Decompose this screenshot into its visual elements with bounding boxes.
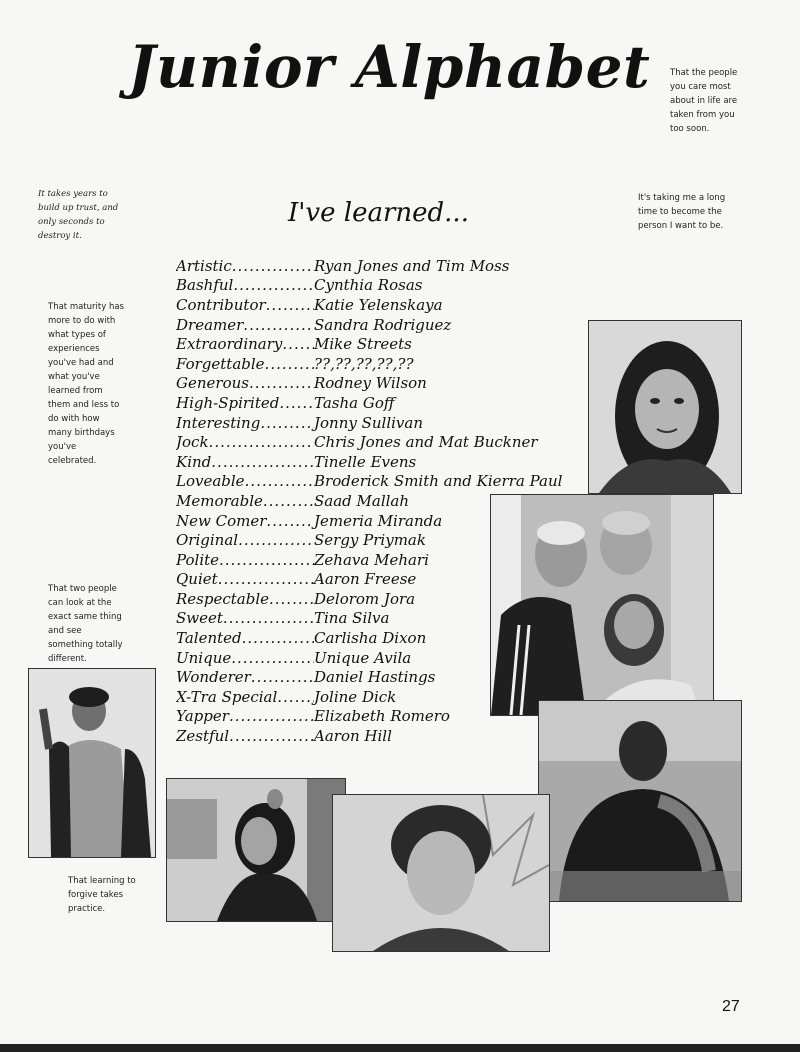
superlative-name: Daniel Hastings	[314, 668, 436, 687]
leader-dots	[219, 551, 314, 569]
superlative-category: Extraordinary	[176, 335, 283, 354]
leader-dots	[218, 570, 314, 588]
superlative-category: Dreamer	[176, 315, 244, 334]
photo-boy-jacket	[538, 700, 742, 902]
superlative-category: Contributor	[176, 295, 266, 314]
page-bottom-border	[0, 1044, 800, 1052]
superlative-category: Jock	[176, 433, 209, 452]
superlative-name: Jemeria Miranda	[314, 511, 443, 530]
superlative-name: Mike Streets	[314, 335, 412, 354]
leader-dots	[209, 433, 314, 451]
superlative-row	[176, 452, 586, 472]
photo-girl-classroom	[166, 778, 346, 922]
superlative-category: Interesting	[176, 413, 261, 432]
superlative-name: Rodney Wilson	[314, 374, 427, 393]
superlative-name: ??,??,??,??,??	[314, 354, 414, 373]
superlative-row	[176, 393, 586, 413]
superlative-row	[176, 413, 586, 433]
leader-dots	[229, 727, 314, 745]
superlative-name: Aaron Freese	[314, 570, 417, 589]
quote-maturity: That maturity has more to do with what types of experiences you've had and what you've learned from them and less to do with how many birthdays you've celebrated.	[48, 302, 124, 466]
leader-dots	[233, 276, 314, 294]
superlative-name: Katie Yelenskaya	[314, 295, 443, 314]
leader-dots	[282, 335, 314, 353]
superlative-category: Generous	[176, 374, 249, 393]
superlative-name: Sergy Priymak	[314, 531, 426, 550]
leader-dots	[245, 472, 314, 490]
superlative-category: Forgettable	[176, 354, 265, 373]
quote-top-right: That the people you care most about in life are taken from you too soon.	[670, 68, 738, 134]
superlative-category: Wonderer	[176, 668, 251, 687]
superlative-category: Artistic	[176, 256, 232, 275]
leader-dots	[266, 296, 314, 314]
superlative-category: Talented	[176, 629, 242, 648]
superlative-row	[176, 276, 586, 296]
superlative-row	[176, 726, 586, 746]
superlative-name: Saad Mallah	[314, 491, 410, 510]
quote-two-people: That two people can look at the exact same thing and see something totally different.	[48, 584, 123, 664]
page-title: Junior Alphabet	[128, 33, 651, 101]
superlative-row	[176, 374, 586, 394]
superlative-category: Kind	[176, 452, 212, 471]
leader-dots	[251, 668, 314, 686]
leader-dots	[277, 688, 314, 706]
superlative-category: Loveable	[176, 472, 245, 491]
superlative-category: Zestful	[176, 727, 230, 746]
superlative-row	[176, 472, 586, 492]
page-number: 27	[722, 998, 740, 1015]
superlative-category: High-Spirited	[176, 393, 280, 412]
superlative-category: Bashful	[176, 276, 234, 295]
superlative-row	[176, 354, 586, 374]
superlative-name: Aaron Hill	[314, 727, 392, 746]
leader-dots	[211, 453, 314, 471]
superlative-name: Delorom Jora	[314, 589, 416, 608]
superlative-category: Quiet	[176, 570, 218, 589]
superlative-category: X-Tra Special	[176, 687, 278, 706]
leader-dots	[242, 629, 314, 647]
superlative-name: Jonny Sullivan	[314, 413, 424, 432]
photo-group-three	[490, 494, 714, 716]
section-subtitle: I've learned...	[288, 198, 469, 228]
superlative-name: Tina Silva	[314, 609, 390, 628]
superlative-category: Unique	[176, 648, 232, 667]
superlative-name: Ryan Jones and Tim Moss	[314, 256, 510, 275]
superlative-category: Original	[176, 531, 239, 550]
leader-dots	[223, 609, 314, 627]
superlative-name: Tinelle Evens	[314, 452, 417, 471]
leader-dots	[232, 257, 314, 275]
superlative-row	[176, 256, 586, 276]
quote-become-person: It's taking me a long time to become the person I want to be.	[638, 193, 726, 231]
leader-dots	[249, 374, 314, 392]
superlative-row	[176, 432, 586, 452]
superlative-name: Broderick Smith and Kierra Paul	[314, 472, 563, 491]
leader-dots	[229, 707, 314, 725]
superlative-name: Carlisha Dixon	[314, 629, 427, 648]
superlative-name: Zehava Mehari	[314, 550, 429, 569]
photo-boy-curly-hair	[332, 794, 550, 952]
superlative-row	[176, 295, 586, 315]
leader-dots	[263, 492, 314, 510]
superlative-category: Sweet	[176, 609, 223, 628]
superlative-name: Cynthia Rosas	[314, 276, 423, 295]
superlative-name: Unique Avila	[314, 648, 412, 667]
superlative-row	[176, 315, 586, 335]
superlative-category: New Comer	[176, 511, 267, 530]
superlative-category: Polite	[176, 550, 220, 569]
leader-dots	[269, 590, 314, 608]
leader-dots	[243, 316, 314, 334]
superlative-category: Respectable	[176, 589, 269, 608]
superlative-name: Tasha Goff	[314, 393, 395, 412]
superlative-name: Chris Jones and Mat Buckner	[314, 433, 538, 452]
superlative-name: Elizabeth Romero	[314, 707, 450, 726]
leader-dots	[231, 649, 314, 667]
superlative-category: Memorable	[176, 491, 263, 510]
photo-girl-portrait	[588, 320, 742, 494]
leader-dots	[260, 414, 314, 432]
superlative-category: Yapper	[176, 707, 229, 726]
quote-forgive: That learning to forgive takes practice.	[68, 876, 136, 914]
leader-dots	[279, 394, 314, 412]
leader-dots	[265, 355, 314, 373]
leader-dots	[238, 531, 314, 549]
superlative-row	[176, 334, 586, 354]
quote-trust: It takes years to build up trust, and only seconds to destroy it.	[38, 189, 119, 241]
superlative-name: Joline Dick	[314, 687, 397, 706]
photo-girl-waving	[28, 668, 156, 858]
superlative-name: Sandra Rodriguez	[314, 315, 452, 334]
leader-dots	[266, 512, 314, 530]
